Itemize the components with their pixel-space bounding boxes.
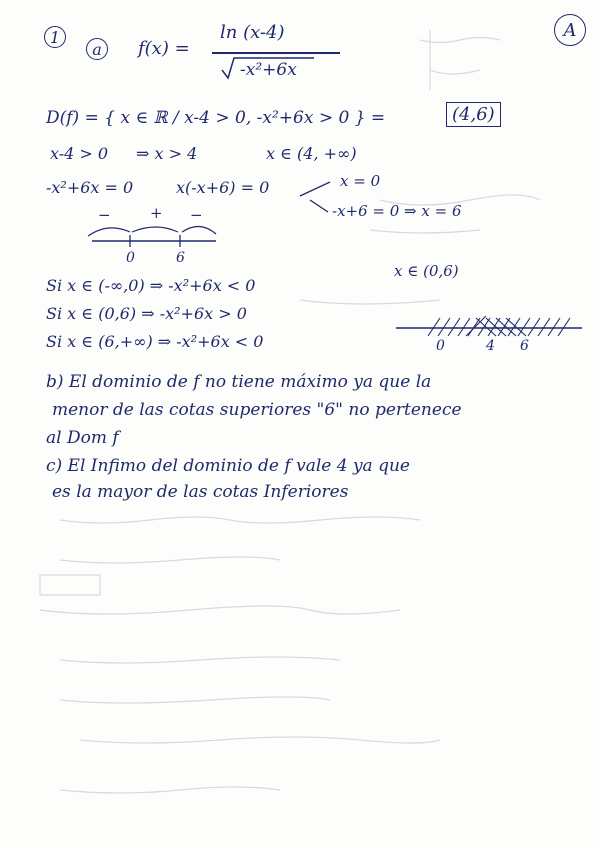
sign-plus: + <box>150 204 163 222</box>
case-2: Si x ∈ (0,6) ⇒ -x²+6x > 0 <box>46 304 247 323</box>
answer-b-line1: b) El dominio de f no tiene máximo ya que la <box>46 372 432 392</box>
eq2-a: -x²+6x = 0 <box>46 178 134 197</box>
line-label-0: 0 <box>436 338 445 354</box>
interval-result: x ∈ (0,6) <box>394 262 459 280</box>
root2: -x+6 = 0 ⇒ x = 6 <box>332 202 462 220</box>
axis-label-0: 0 <box>126 250 135 266</box>
problem-number: 1 <box>49 27 61 47</box>
ineq1-a: x-4 > 0 <box>50 144 109 163</box>
answer-c-line2: es la mayor de las cotas Inferiores <box>52 482 349 502</box>
function-radicand: -x²+6x <box>240 60 297 80</box>
ineq1-c: x ∈ (4, +∞) <box>266 144 357 163</box>
domain-definition: D(f) = { x ∈ ℝ / x-4 > 0, -x²+6x > 0 } = <box>46 108 386 128</box>
answer-c-line1: c) El Infimo del dominio de f vale 4 ya que <box>46 456 410 476</box>
part-label: a <box>92 39 102 59</box>
version-label: A <box>563 19 577 41</box>
line-label-4: 4 <box>486 338 495 354</box>
ineq1-b: ⇒ x > 4 <box>136 144 198 163</box>
answer-b-line2: menor de las cotas superiores "6" no pertenece <box>52 400 462 420</box>
case-3: Si x ∈ (6,+∞) ⇒ -x²+6x < 0 <box>46 332 264 351</box>
root1: x = 0 <box>340 172 381 190</box>
answer-b-line3: al Dom f <box>46 428 119 448</box>
axis-label-6: 6 <box>176 250 185 266</box>
function-lhs: f(x) = <box>138 38 190 59</box>
eq2-b: x(-x+6) = 0 <box>176 178 270 197</box>
sign-minus-right: − <box>190 206 203 224</box>
case-1: Si x ∈ (-∞,0) ⇒ -x²+6x < 0 <box>46 276 256 295</box>
line-label-6: 6 <box>520 338 529 354</box>
function-numerator: ln (x-4) <box>220 22 285 43</box>
domain-result: (4,6) <box>446 102 501 127</box>
sign-minus-left: − <box>98 206 111 224</box>
